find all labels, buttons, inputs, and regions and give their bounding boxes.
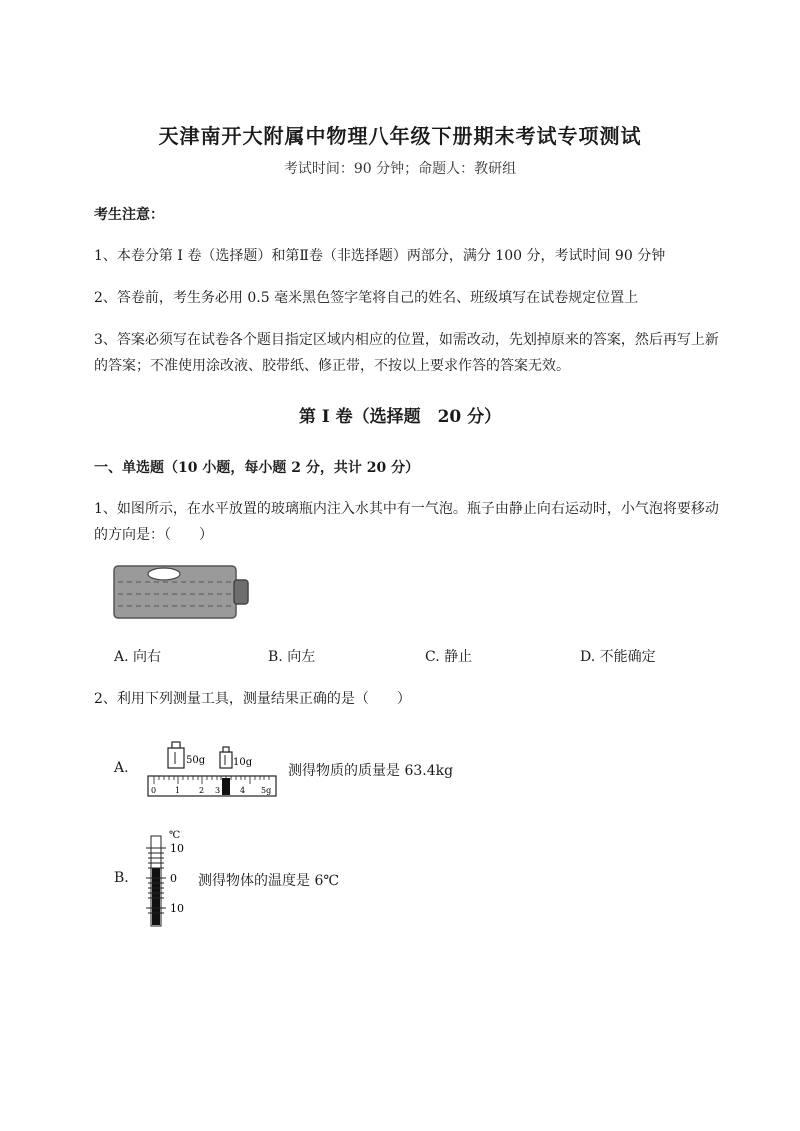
thermometer-label-zero: 0 [170, 872, 177, 885]
thermometer-liquid [152, 868, 160, 925]
scale-label-4: 4 [240, 786, 246, 795]
q2-option-a-text: 测得物质的质量是 63.4kg [288, 763, 454, 779]
scale-label-2: 2 [199, 786, 205, 795]
thermometer-label-top: 10 [170, 842, 184, 855]
weight-50g-label: 50g [186, 755, 206, 766]
weight-10g-label: 10g [233, 757, 253, 768]
weight-50g-knob [172, 742, 180, 748]
bottle-neck [234, 580, 248, 604]
q2-option-a-label[interactable]: A. [114, 760, 129, 776]
thermometer-label-bottom: 10 [170, 902, 184, 915]
scale-label-5g: 5g [261, 786, 272, 795]
q1-option-a[interactable]: A. 向右 [114, 649, 162, 665]
q1-option-b[interactable]: B. 向左 [268, 649, 316, 665]
scale-rider [222, 778, 230, 795]
notice-item-2: 2、答卷前，考生务必用 0.5 毫米黑色签字笔将自己的姓名、班级填写在试卷规定位置上 [94, 290, 639, 306]
notice-item-1: 1、本卷分第 I 卷（选择题）和第Ⅱ卷（非选择题）两部分，满分 100 分，考试时间 90 分钟 [94, 248, 666, 264]
balance-figure [144, 738, 280, 800]
q2-option-b-label[interactable]: B. [114, 870, 129, 886]
q1-option-d[interactable]: D. 不能确定 [580, 649, 656, 665]
weight-10g-knob [223, 747, 229, 752]
thermometer-figure [140, 826, 200, 928]
thermometer-unit: ℃ [169, 830, 181, 841]
scale-label-0: 0 [151, 786, 157, 795]
notice-item-3: 3、答案必须写在试卷各个题目指定区域内相应的位置，如需改动，先划掉原来的答案，然后再写上新 [94, 332, 719, 348]
q1-option-c[interactable]: C. 静止 [425, 649, 473, 665]
weight-50g [168, 748, 184, 768]
bottle-figure [112, 562, 252, 622]
part-heading: 一、单选题（10 小题，每小题 2 分，共计 20 分） [94, 460, 420, 476]
notice-heading: 考生注意： [94, 207, 164, 223]
air-bubble [148, 568, 180, 580]
q1-stem-line1: 1、如图所示，在水平放置的玻璃瓶内注入水其中有一气泡。瓶子由静止向右运动时，小气泡将要移动 [94, 501, 719, 517]
exam-title: 天津南开大附属中物理八年级下册期末考试专项测试 [158, 124, 642, 148]
notice-item-3-cont: 的答案；不准使用涂改液、胶带纸、修正带，不按以上要求作答的答案无效。 [94, 358, 570, 374]
q1-stem-line2: 的方向是：（ ） [94, 527, 213, 543]
scale-label-3: 3 [215, 786, 221, 795]
weight-10g [220, 752, 232, 768]
q2-stem: 2、利用下列测量工具，测量结果正确的是（ ） [94, 691, 411, 707]
section-title: 第 I 卷（选择题 20 分） [298, 407, 502, 427]
scale-label-1: 1 [175, 786, 181, 795]
exam-subtitle: 考试时间：90 分钟；命题人：教研组 [283, 161, 517, 177]
q2-option-b-text: 测得物体的温度是 6℃ [198, 873, 340, 889]
